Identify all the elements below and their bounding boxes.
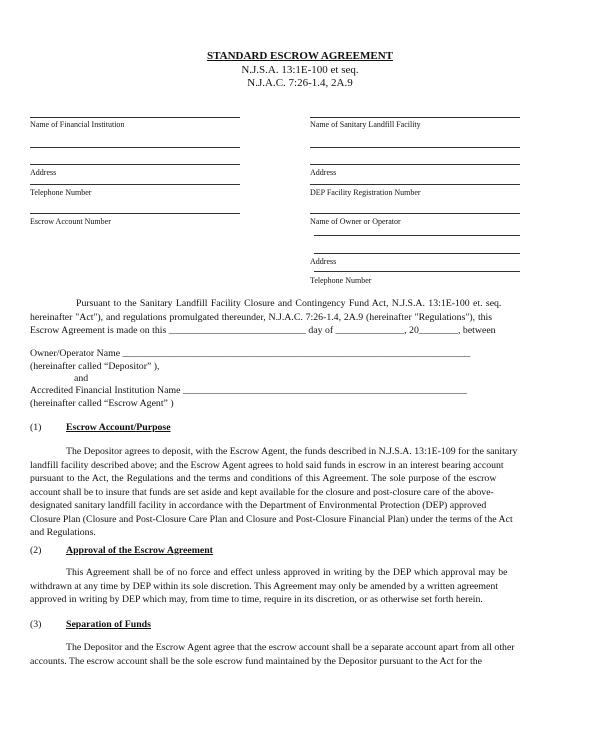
section-1-line: and Regulations. <box>30 527 96 538</box>
escrow-account-number-line[interactable] <box>30 213 240 214</box>
regulation-citation: N.J.A.C. 7:26-1.4, 2A.9 <box>247 77 353 89</box>
section-3-heading: Separation of Funds <box>66 619 151 630</box>
section-2-line: approved in writing by DEP which may, from time to time, require in its discretion, or as otherwise set forth herein. <box>30 594 483 605</box>
section-1-line: Closure Plan (Closure and Post-Closure Care Plan and Closure and Post-Closure Financial Plan) under the terms of the Act <box>30 513 513 525</box>
section-3-line: The Depositor and the Escrow Agent agree that the escrow account shall be a separate account apart from all other <box>66 642 515 653</box>
owner-telephone-line[interactable] <box>314 271 520 272</box>
section-1-line: designated sanitary landfill facility in accordance with the Department of Environmental Protection (DEP) approved <box>30 500 487 511</box>
financial-institution-name-line[interactable] <box>30 117 240 118</box>
depositor-note: (hereinafter called “Depositor” ), <box>30 361 160 372</box>
section-1-number: (1) <box>30 422 42 433</box>
intro-paragraph <box>30 297 560 338</box>
escrow-agent-note: (hereinafter called “Escrow Agent” ) <box>30 398 174 409</box>
statute-citation: N.J.S.A. 13:1E-100 et seq. <box>241 64 359 76</box>
facility-address-line-1[interactable] <box>310 147 520 148</box>
owner-address-label: Address <box>310 257 337 266</box>
intro-line-1: Pursuant to the Sanitary Landfill Facility Closure and Contingency Fund Act, N.J.S.A. 13:1E-100 et. seq. <box>76 298 502 309</box>
section-2-number: (2) <box>30 545 42 556</box>
intro-line-2: hereinafter "Act"), and regulations promulgated thereunder, N.J.A.C. 7:26-1.4, 2A.9 (hereinafter "Regulations"), this <box>30 311 493 323</box>
financial-institution-name-label: Name of Financial Institution <box>30 120 125 129</box>
escrow-account-number-label: Escrow Account Number <box>30 217 111 226</box>
section-2-line: This Agreement shall be of no force and effect unless approved in writing by the DEP which approval may be <box>66 567 508 578</box>
facility-name-label: Name of Sanitary Landfill Facility <box>310 120 421 129</box>
facility-address-label: Address <box>310 168 337 177</box>
owner-address-line-2[interactable] <box>314 253 520 254</box>
section-2-body <box>30 566 560 607</box>
owner-address-line-1[interactable] <box>314 235 520 236</box>
section-1-line: pursuant to the Act, the Regulations and the terms and conditions of this Agreement. The sole purpose of the escrow <box>30 473 497 484</box>
section-3-line: accounts. The escrow account shall be the sole escrow fund maintained by the Depositor pursuant to the Act for the <box>30 655 482 667</box>
section-2-heading: Approval of the Escrow Agreement <box>66 545 213 556</box>
facility-name-line[interactable] <box>310 117 520 118</box>
institution-telephone-label: Telephone Number <box>30 188 92 197</box>
institution-telephone-line[interactable] <box>30 184 240 185</box>
section-1-line: The Depositor agrees to deposit, with the Escrow Agent, the funds described in N.J.S.A. 13:1E-109 for the sanitary <box>66 446 518 457</box>
dep-registration-line[interactable] <box>310 184 520 185</box>
institution-address-label: Address <box>30 168 57 177</box>
section-1-line: landfill facility described above; and the Escrow Agent agrees to hold said funds in escrow in an interest bearing account <box>30 459 504 471</box>
document-title: STANDARD ESCROW AGREEMENT <box>206 50 393 62</box>
financial-institution-name-field[interactable]: Accredited Financial Institution Name __________________________________________________________ <box>30 385 468 396</box>
section-1-body <box>30 445 560 540</box>
owner-operator-name-line[interactable] <box>310 213 520 214</box>
section-2-line: withdrawn at any time by DEP within its sole discretion. This Agreement may only be amended by a written agreement <box>30 580 498 592</box>
and-word: and <box>74 373 89 384</box>
institution-address-line-1[interactable] <box>30 147 240 148</box>
section-1-heading: Escrow Account/Purpose <box>66 422 171 433</box>
owner-operator-name-field[interactable]: Owner/Operator Name _______________________________________________________________________ <box>30 348 471 359</box>
dep-registration-label: DEP Facility Registration Number <box>310 188 421 197</box>
facility-address-line-2[interactable] <box>310 164 520 165</box>
section-3-number: (3) <box>30 619 42 630</box>
section-1-line: account shall be to insure that funds are set aside and kept available for the closure and post-closure care of the above- <box>30 486 494 498</box>
owner-operator-name-label: Name of Owner or Operator <box>310 217 401 226</box>
intro-line-3: Escrow Agreement is made on this ____________________________ day of ______________, 20________, between <box>30 325 496 336</box>
section-3-body <box>30 641 560 668</box>
institution-address-line-2[interactable] <box>30 164 240 165</box>
owner-telephone-label: Telephone Number <box>310 276 372 285</box>
